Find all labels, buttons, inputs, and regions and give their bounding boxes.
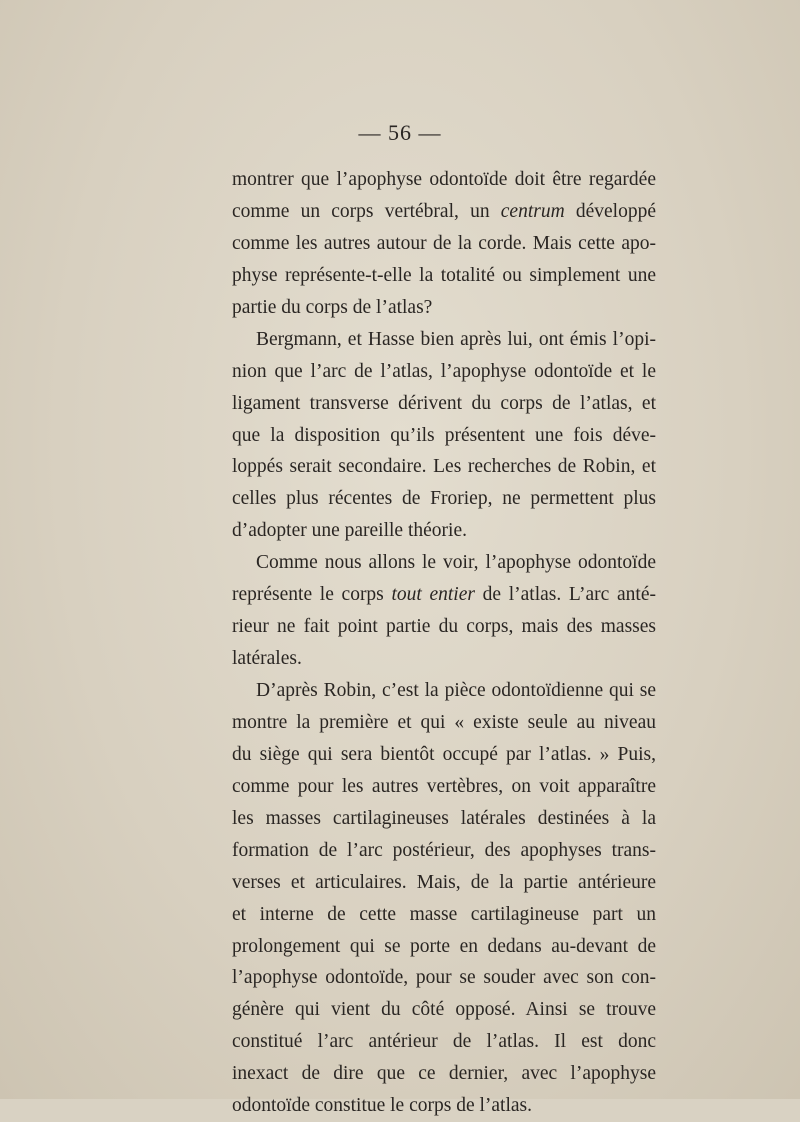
text-line: montrer que l’apophyse odontoïde doit être regardée xyxy=(232,169,656,190)
text-line: que la disposition qu’ils présentent une fois déve- xyxy=(232,424,656,446)
text-line: celles plus récentes de Froriep, ne permettent plus xyxy=(232,488,656,510)
text-line: ligament transverse dérivent du corps de l’atlas, et xyxy=(232,392,656,414)
page-number: — 56 — xyxy=(358,120,442,145)
text-line: du siège qui sera bientôt occupé par l’atlas. » Puis, xyxy=(232,743,656,765)
text-line: représente le corps tout entier de l’atlas. L’arc anté- xyxy=(232,584,656,606)
text-line: D’après Robin, c’est la pièce odontoïdienne qui se xyxy=(256,680,656,701)
text-line: génère qui vient du côté opposé. Ainsi se trouve xyxy=(232,999,656,1021)
text-line: loppés serait secondaire. Les recherches de Robin, et xyxy=(232,456,656,478)
text-line: d’adopter une pareille théorie. xyxy=(232,520,467,542)
text-line: nion que l’arc de l’atlas, l’apophyse odontoïde et le xyxy=(232,360,656,382)
italic-term: tout entier xyxy=(391,584,475,606)
text-line: l’apophyse odontoïde, pour se souder avec son con- xyxy=(232,967,656,989)
text-line: Comme nous allons le voir, l’apophyse odontoïde xyxy=(256,552,656,574)
text-line: rieur ne fait point partie du corps, mais des masses xyxy=(232,616,656,638)
text-line: latérales. xyxy=(232,648,302,670)
text-line: montre la première et qui « existe seule au niveau xyxy=(232,711,656,733)
text-line: Bergmann, et Hasse bien après lui, ont émis l’opi- xyxy=(256,328,656,350)
text-line: inexact de dire que ce dernier, avec l’apophyse xyxy=(232,1063,656,1085)
text-line: partie du corps de l’atlas? xyxy=(232,296,433,318)
text-line: constitué l’arc antérieur de l’atlas. Il est donc xyxy=(232,1031,656,1053)
text-line: formation de l’arc postérieur, des apophyses trans- xyxy=(232,839,656,861)
text-line: et interne de cette masse cartilagineuse part un xyxy=(232,903,656,925)
text-line: verses et articulaires. Mais, de la partie antérieure xyxy=(232,871,656,893)
body-text xyxy=(232,164,656,1122)
text-line: physe représente-t-elle la totalité ou simplement une xyxy=(232,264,656,286)
text-line: comme les autres autour de la corde. Mais cette apo- xyxy=(232,232,656,254)
text-line: comme un corps vertébral, un centrum développé xyxy=(232,200,656,222)
text-line: prolongement qui se porte en dedans au-devant de xyxy=(232,935,656,957)
italic-term: centrum xyxy=(500,200,565,222)
text-line: odontoïde constitue le corps de l’atlas. xyxy=(232,1095,533,1117)
text-line: comme pour les autres vertèbres, on voit apparaître xyxy=(232,775,656,797)
text-line: les masses cartilagineuses latérales destinées à la xyxy=(232,807,656,829)
